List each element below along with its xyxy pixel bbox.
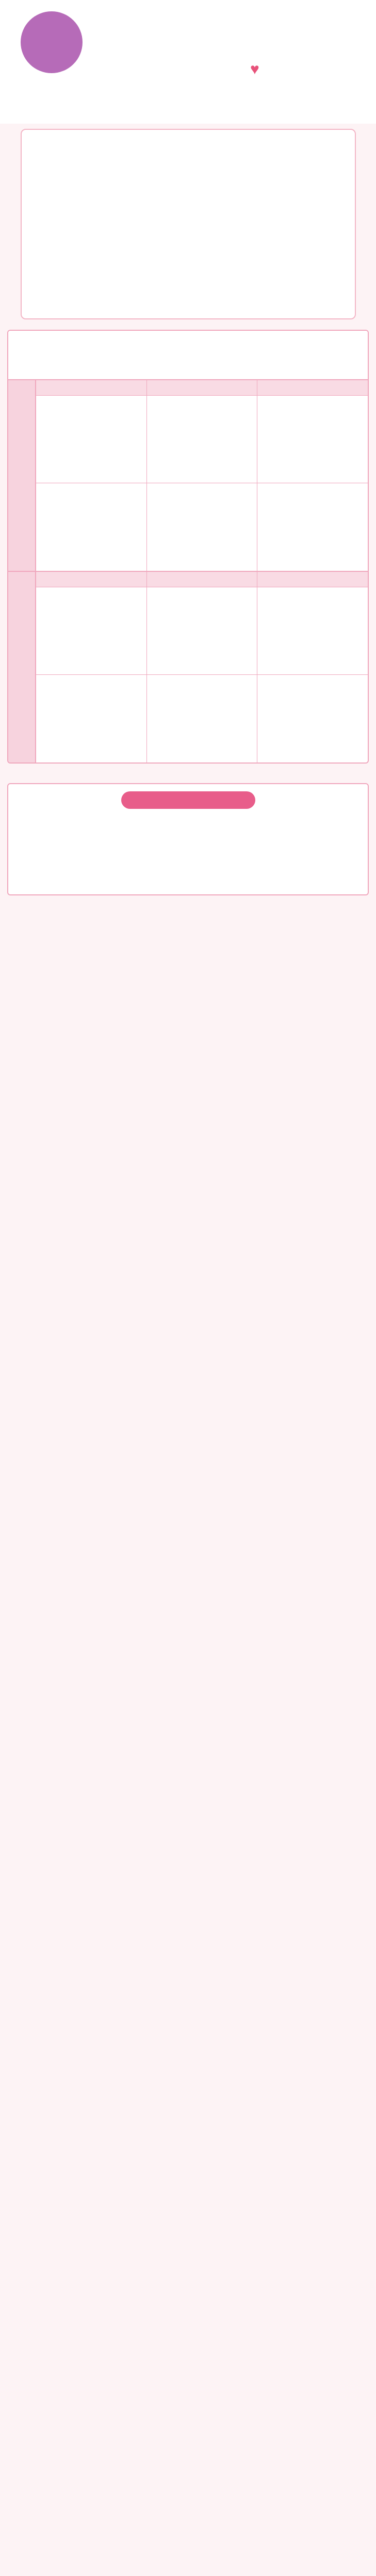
day-block [8, 572, 368, 762]
brand-logo [21, 11, 83, 73]
tip-line [20, 827, 356, 840]
tip-line [20, 852, 356, 865]
tip-line [20, 865, 356, 877]
header-text [98, 20, 356, 90]
header-line [98, 55, 356, 68]
week-table [7, 330, 369, 764]
meal-cell-lunch [147, 587, 258, 674]
meal-header-breakfast [36, 380, 147, 395]
tips-box [7, 783, 369, 895]
meal-cell-dinner [257, 396, 368, 483]
header-line [98, 20, 356, 33]
tip-line [20, 877, 356, 889]
day-block [8, 380, 368, 572]
tip-line [20, 815, 356, 827]
meal-cell-breakfast [36, 396, 147, 483]
tips-title [121, 791, 255, 809]
intro-panel [21, 129, 356, 319]
meal-header-lunch [147, 572, 258, 587]
header-line [98, 37, 356, 50]
meal-header-breakfast [36, 572, 147, 587]
meal-cell-snack-night [257, 675, 368, 762]
meal-cell-dinner [257, 587, 368, 674]
meal-cell-breakfast [36, 587, 147, 674]
meal-cell-snack-am [36, 675, 147, 762]
day-label [8, 572, 36, 762]
meal-cell-snack-am [36, 483, 147, 571]
meal-header-dinner [257, 380, 368, 395]
meal-cell-lunch [147, 396, 258, 483]
meal-header-lunch [147, 380, 258, 395]
meal-header-dinner [257, 572, 368, 587]
meal-cell-snack-pm [147, 675, 258, 762]
meal-cell-snack-pm [147, 483, 258, 571]
header-line [98, 72, 356, 86]
day-label [8, 380, 36, 571]
heart-icon: ♥ [250, 61, 259, 78]
week-banner [8, 331, 368, 380]
header [0, 0, 376, 124]
tip-line [20, 840, 356, 852]
meal-cell-snack-night [257, 483, 368, 571]
